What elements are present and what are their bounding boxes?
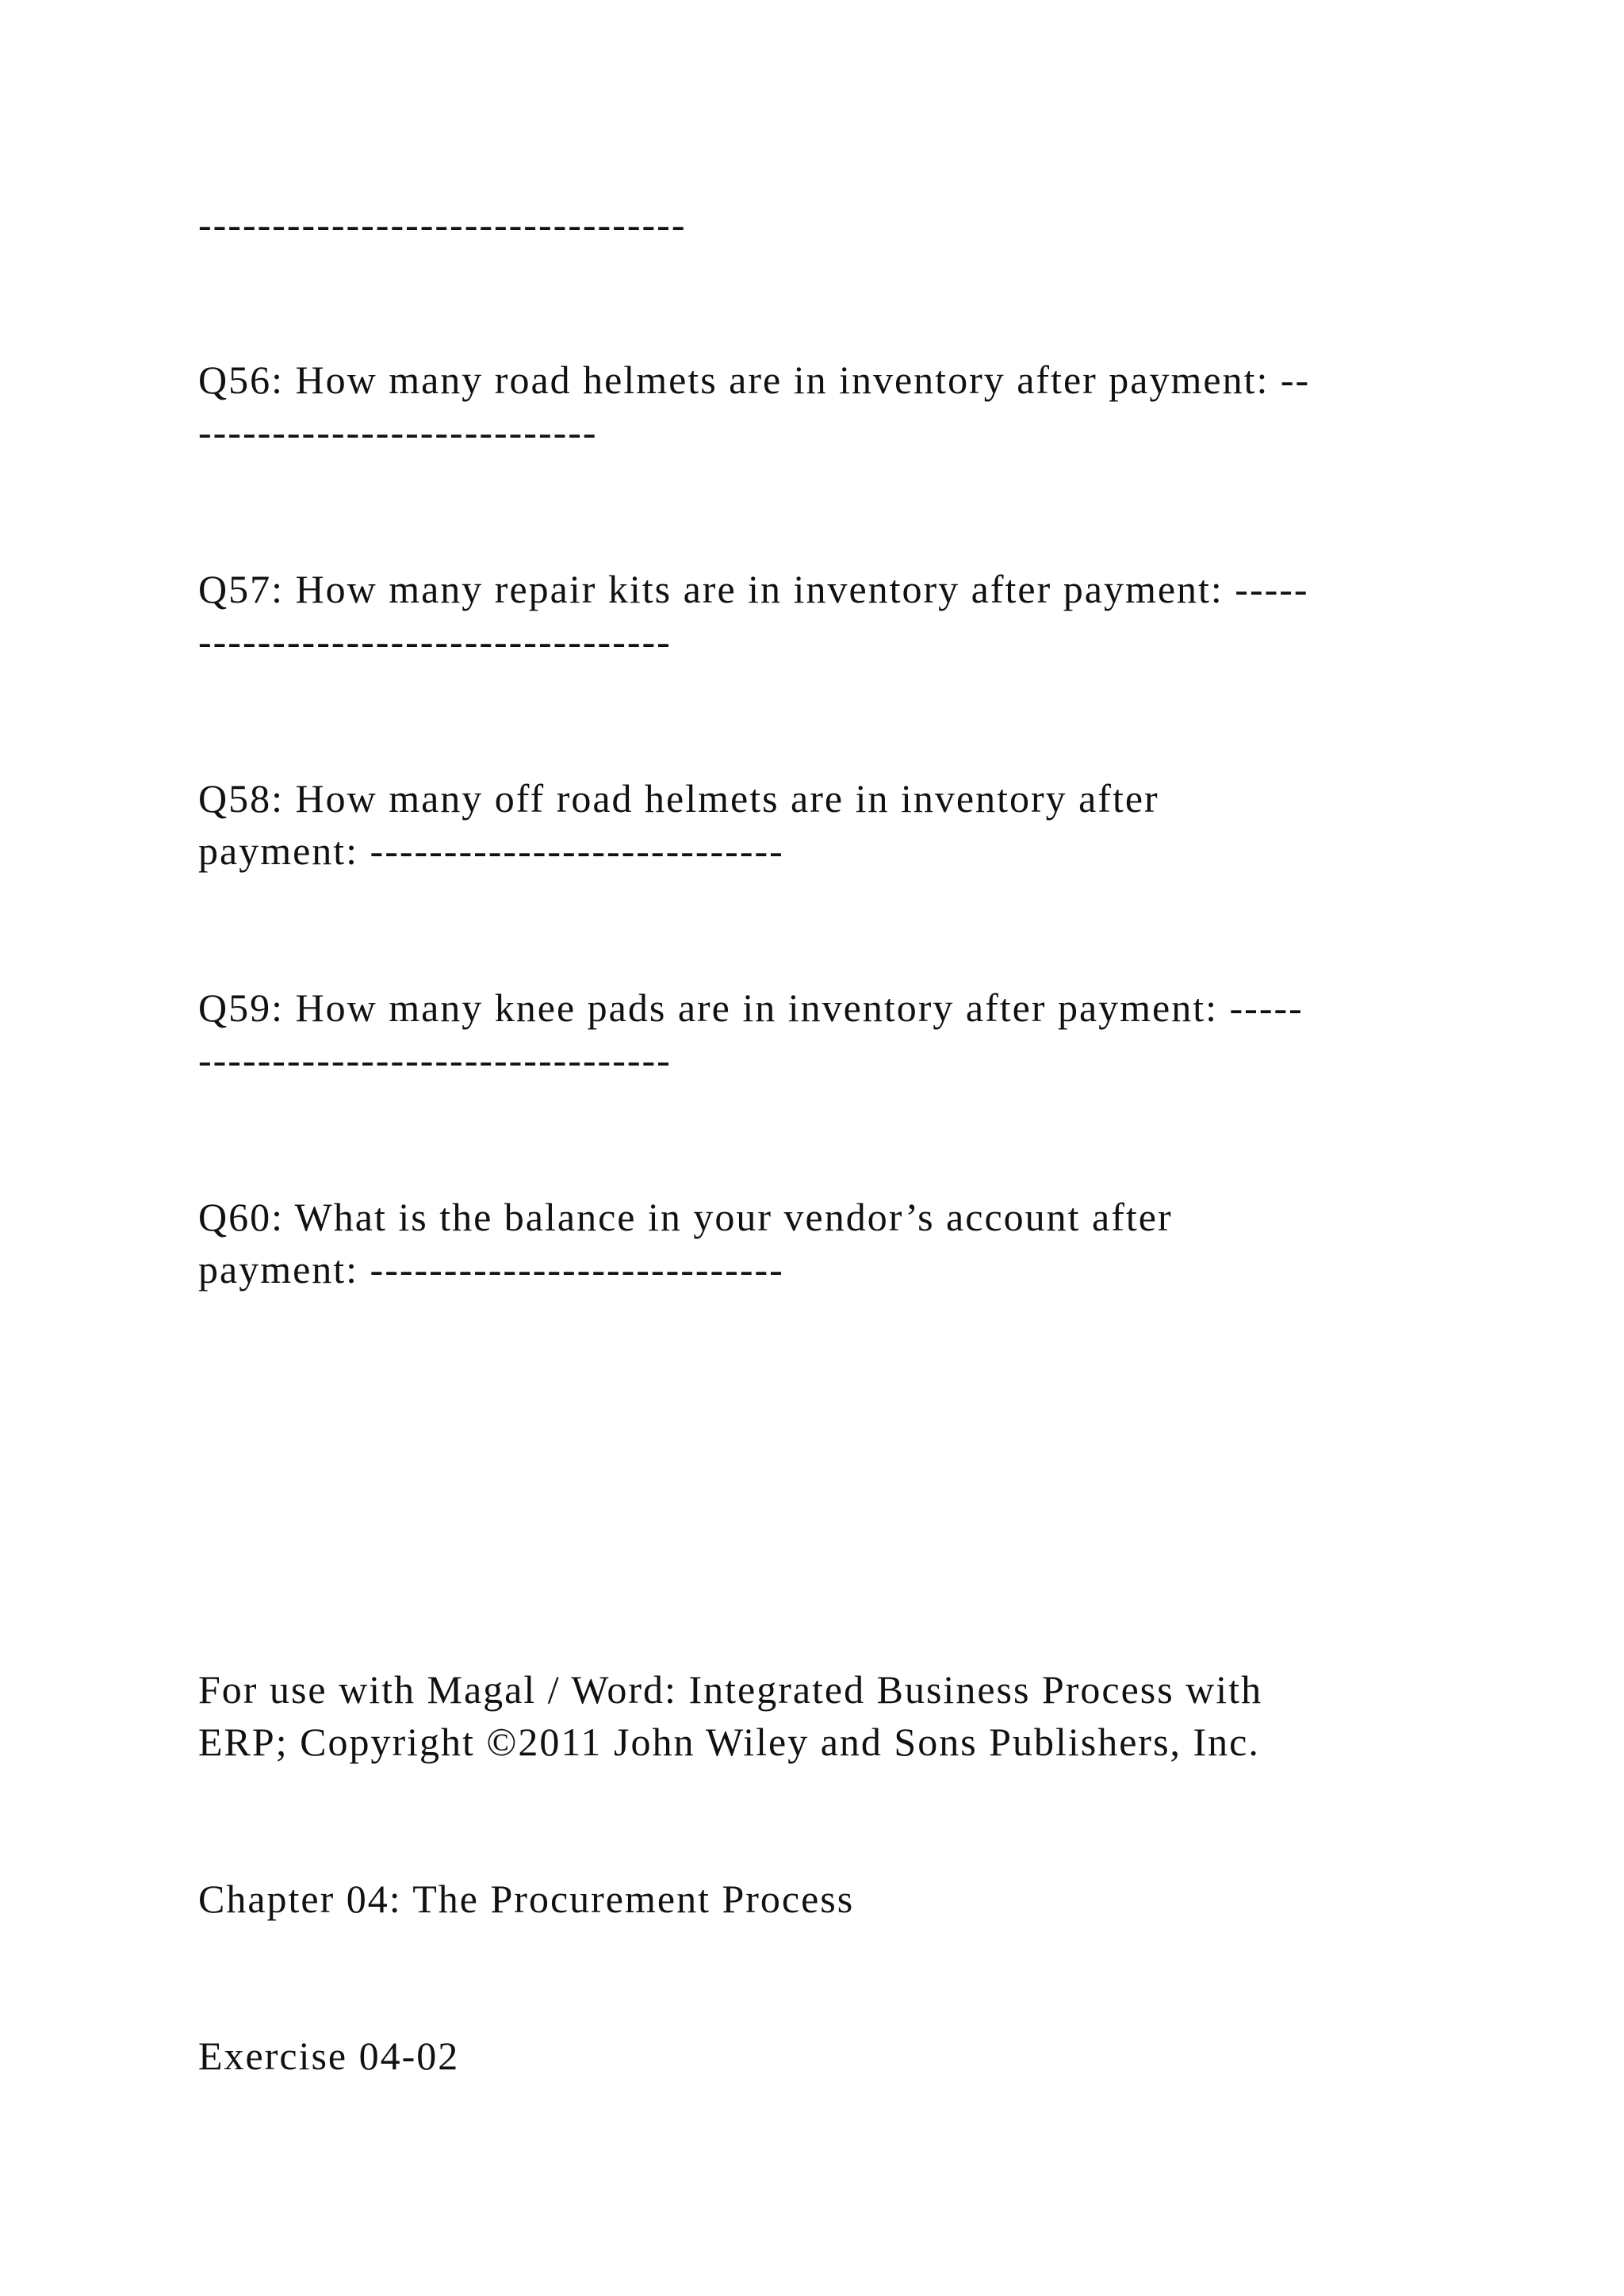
question-text: Q59: How many knee pads are in inventory after payment: ----- [198,985,1304,1030]
dash-rule: --------------------------------- [198,202,687,247]
answer-line: -------------------------------- [198,1038,672,1082]
answer-line: -------------------------------- [198,619,672,664]
question-q56 [198,354,1435,458]
question-q60 [198,1191,1435,1295]
answer-line: payment: ---------------------------- [198,1247,784,1292]
answer-line-continuation [198,198,1435,251]
answer-line: payment: ---------------------------- [198,828,784,873]
question-text: Q56: How many road helmets are in inventory after payment: -- [198,358,1311,402]
question-q57 [198,563,1435,668]
chapter-heading [198,1873,1435,1925]
copyright-footer [198,1663,1435,1768]
question-text: Q57: How many repair kits are in inventory after payment: ----- [198,567,1309,611]
question-text: Q58: How many off road helmets are in inventory after [198,776,1159,821]
question-text: Q60: What is the balance in your vendor’s account after [198,1195,1173,1239]
footer-line-2: ERP; Copyright ©2011 John Wiley and Sons Publishers, Inc. [198,1720,1260,1764]
exercise-title: Exercise 04-02 [198,2034,460,2078]
question-q59 [198,982,1435,1086]
question-q58 [198,772,1435,877]
footer-line-1: For use with Magal / Word: Integrated Business Process with [198,1667,1263,1712]
chapter-title: Chapter 04: The Procurement Process [198,1877,855,1921]
answer-line: --------------------------- [198,410,598,454]
exercise-heading [198,2030,1435,2082]
